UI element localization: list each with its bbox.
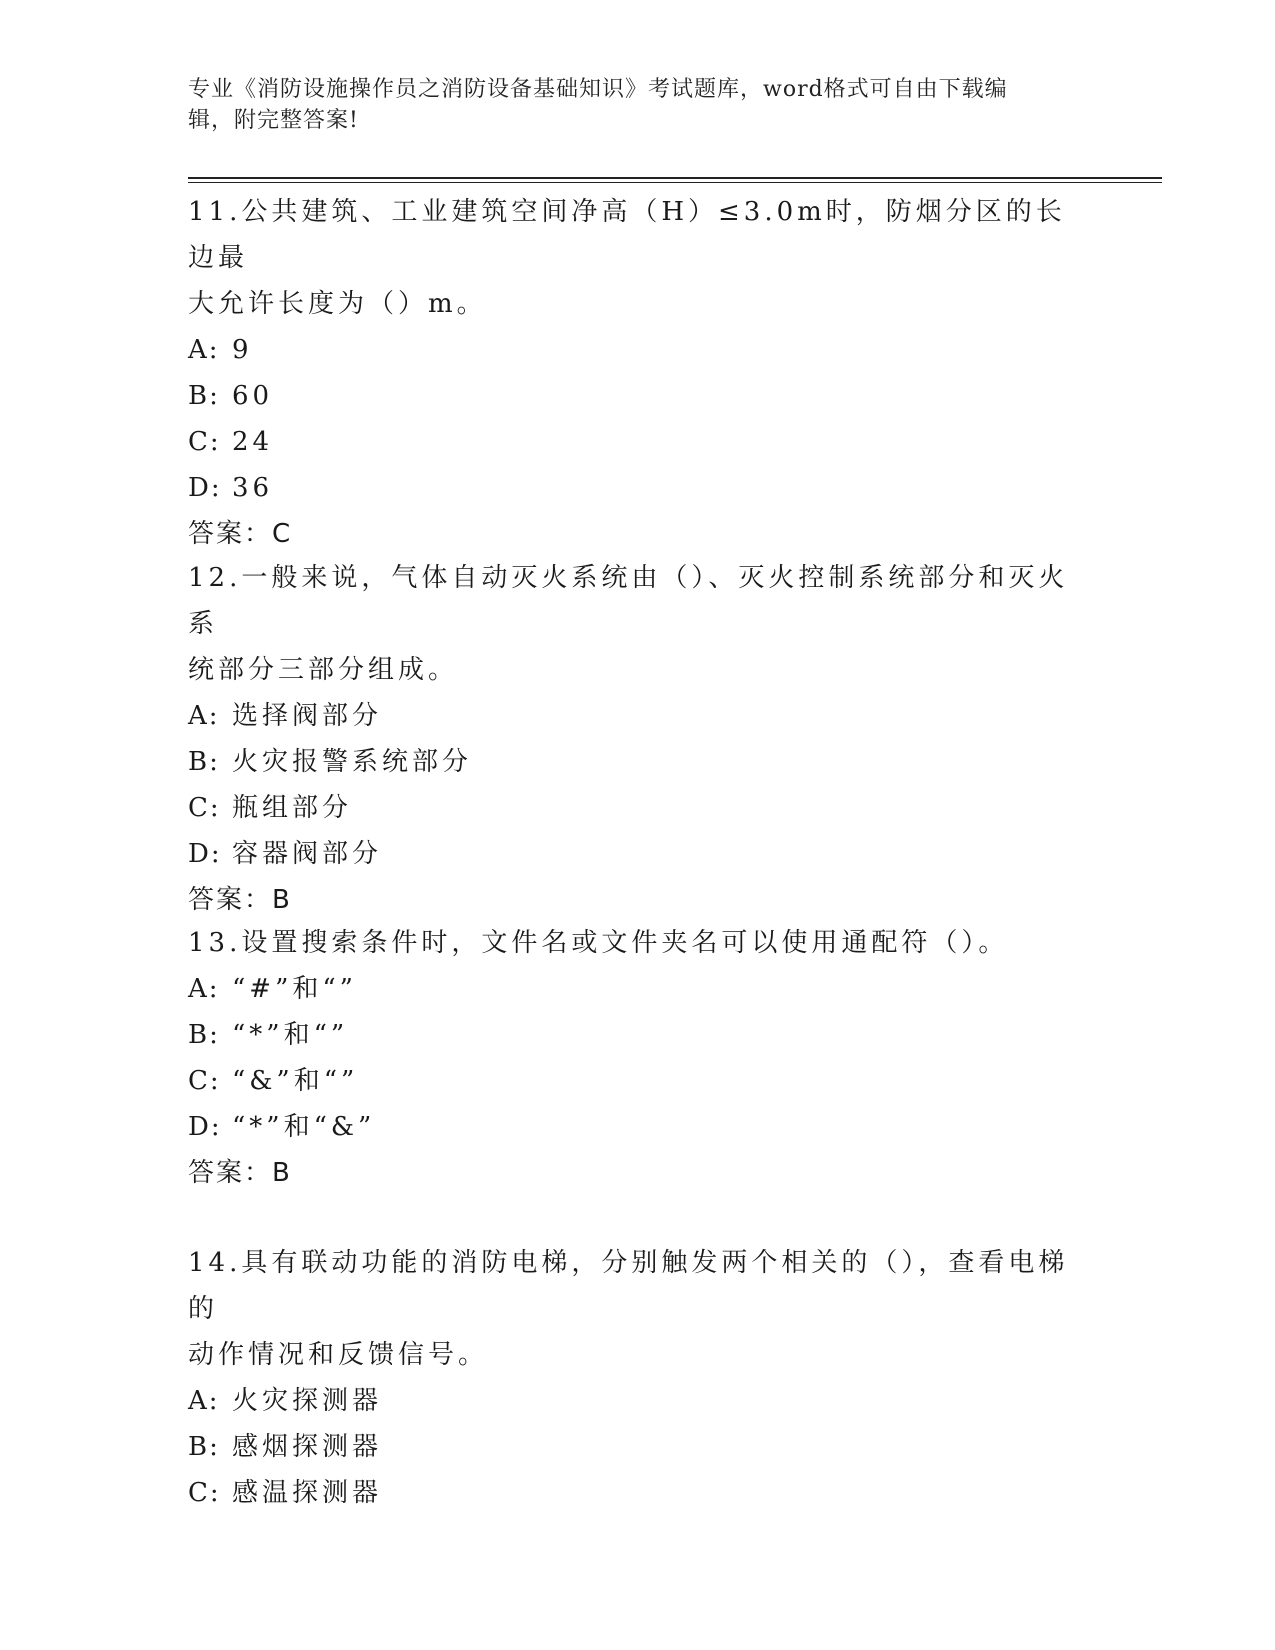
- header-divider-thin: [188, 182, 1162, 183]
- header-line-1: 专业《消防设施操作员之消防设备基础知识》考试题库，word格式可自由下载编: [188, 77, 1008, 102]
- question-stem-line-1: 11.公共建筑、工业建筑空间净高（H）≤3.0m时，防烟分区的长边最: [188, 197, 1066, 273]
- question-stem-line-2: 大允许长度为（）m。: [188, 289, 487, 319]
- option-key: A:: [188, 335, 220, 365]
- option-key: C:: [188, 427, 221, 457]
- option-b: [188, 739, 1088, 785]
- option-text: 火灾探测器: [232, 1386, 383, 1416]
- option-text: 瓶组部分: [232, 793, 353, 823]
- question-stem-line-2: 动作情况和反馈信号。: [188, 1340, 489, 1370]
- answer-line: 答案：C: [188, 519, 293, 549]
- option-c: [188, 1470, 1088, 1516]
- option-key: B:: [188, 747, 220, 777]
- option-key: A:: [188, 974, 220, 1004]
- answer-line: 答案：B: [188, 885, 292, 915]
- option-d: [188, 831, 1088, 877]
- option-text: 感温探测器: [232, 1478, 383, 1508]
- question-12: [188, 555, 1088, 923]
- option-text: “&”和“”: [232, 1066, 359, 1096]
- question-stem-line-1: 12.一般来说，气体自动灭火系统由（）、灭火控制系统部分和灭火系: [188, 563, 1069, 639]
- question-stem-line-1: 13.设置搜索条件时，文件名或文件夹名可以使用通配符（）。: [188, 928, 1009, 958]
- option-key: D:: [188, 839, 222, 869]
- question-stem: [188, 555, 1088, 693]
- option-key: D:: [188, 1112, 222, 1142]
- question-stem: [188, 920, 1088, 966]
- option-c: [188, 785, 1088, 831]
- question-11: [188, 189, 1088, 557]
- option-text: 容器阀部分: [232, 839, 383, 869]
- question-stem: [188, 189, 1088, 327]
- option-text: 感烟探测器: [232, 1432, 383, 1462]
- option-c: [188, 419, 1088, 465]
- option-text: “*”和“”: [232, 1020, 349, 1050]
- option-key: B:: [188, 1432, 220, 1462]
- option-key: C:: [188, 793, 221, 823]
- option-a: [188, 327, 1088, 373]
- question-14: [188, 1240, 1088, 1516]
- option-key: C:: [188, 1066, 221, 1096]
- option-c: [188, 1058, 1088, 1104]
- question-stem-line-1: 14.具有联动功能的消防电梯，分别触发两个相关的（），查看电梯的: [188, 1248, 1069, 1324]
- question-stem: [188, 1240, 1088, 1378]
- option-key: B:: [188, 381, 220, 411]
- option-text: 36: [232, 473, 274, 503]
- option-text: “*”和“&”: [232, 1112, 376, 1142]
- option-a: [188, 966, 1088, 1012]
- option-text: 24: [232, 427, 274, 457]
- question-stem-line-2: 统部分三部分组成。: [188, 655, 459, 685]
- option-b: [188, 1012, 1088, 1058]
- option-d: [188, 1104, 1088, 1150]
- header-divider-thick: [188, 177, 1162, 179]
- option-text: 选择阀部分: [232, 701, 383, 731]
- document-header: [188, 74, 1088, 136]
- option-key: B:: [188, 1020, 220, 1050]
- option-b: [188, 1424, 1088, 1470]
- answer-line: 答案：B: [188, 1158, 292, 1188]
- option-a: [188, 693, 1088, 739]
- option-b: [188, 373, 1088, 419]
- option-key: A:: [188, 1386, 220, 1416]
- option-text: “#”和“”: [232, 974, 357, 1004]
- option-key: A:: [188, 701, 220, 731]
- option-text: 60: [232, 381, 274, 411]
- option-key: C:: [188, 1478, 221, 1508]
- option-a: [188, 1378, 1088, 1424]
- option-text: 9: [232, 335, 253, 365]
- option-text: 火灾报警系统部分: [232, 747, 473, 777]
- question-13: [188, 920, 1088, 1196]
- option-d: [188, 465, 1088, 511]
- header-line-2: 辑，附完整答案!: [188, 108, 359, 133]
- option-key: D:: [188, 473, 222, 503]
